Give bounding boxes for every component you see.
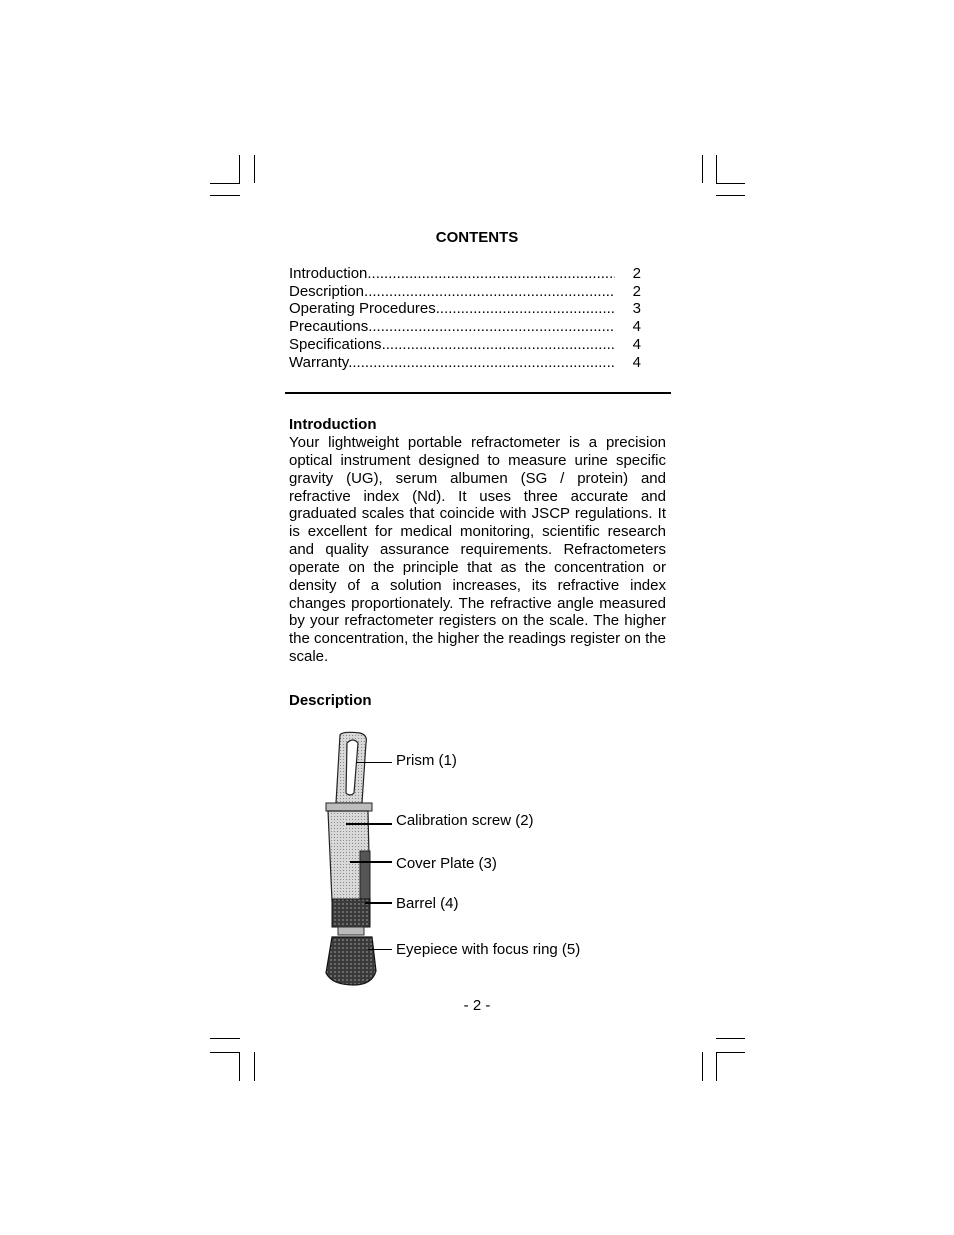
toc-entry[interactable]: [289, 300, 641, 318]
toc-entry-label: Precautions .....: [289, 318, 615, 336]
callout-prism: Prism (1): [396, 752, 457, 769]
toc-entry-label: Operating Procedures .....: [289, 300, 615, 318]
callout-eyepiece: Eyepiece with focus ring (5): [396, 941, 581, 958]
callout-barrel: Barrel (4): [396, 895, 459, 912]
toc-entry-page: 4: [632, 318, 641, 335]
toc-entry-label: Description .....: [289, 283, 615, 301]
toc-entry-page: 2: [632, 283, 641, 300]
callout-calibration-screw: Calibration screw (2): [396, 812, 534, 829]
toc-entry-label: Specifications .....: [289, 336, 615, 354]
barrel-leader-line: [365, 902, 392, 904]
toc-entry-page: 4: [632, 354, 641, 371]
calibration-screw-leader-line: [346, 823, 392, 825]
toc-entry[interactable]: [289, 318, 641, 336]
introduction-body: Your lightweight portable refractometer is a precision optical instrument designed to measure urine specific gravity (UG), serum albumen (SG / protein) and refractive index (Nd). It uses three accurate and graduated scales that coincide with JSCP regulations. It is excellent for medical monitoring, scientific research and quality assurance requirements. Refractometers operate on the principle that as the concentration or density of a solution increases, its refractive index changes proportionately. The refractive angle measured by your refractometer registers on the scale. The higher the concentration, the higher the readings register on the scale.: [289, 434, 666, 666]
cover-plate-leader-line: [350, 861, 392, 863]
toc-entry[interactable]: [289, 283, 641, 301]
toc-entry-label: Warranty .....: [289, 354, 615, 372]
eyepiece-leader-line: [368, 949, 392, 950]
contents-title: CONTENTS: [435, 229, 519, 246]
toc-entry[interactable]: [289, 354, 641, 372]
introduction-heading: Introduction: [289, 416, 377, 433]
toc-entry[interactable]: [289, 265, 641, 283]
toc-entry-page: 4: [632, 336, 641, 353]
callout-cover-plate: Cover Plate (3): [396, 855, 497, 872]
toc-entry-page: 2: [632, 265, 641, 282]
section-divider: [285, 392, 671, 394]
description-heading: Description: [289, 692, 372, 709]
toc-entry-page: 3: [632, 300, 641, 317]
toc-entry[interactable]: [289, 336, 641, 354]
page-number: - 2 -: [463, 997, 491, 1014]
prism-leader-line: [356, 762, 392, 763]
toc-entry-label: Introduction .....: [289, 265, 615, 283]
